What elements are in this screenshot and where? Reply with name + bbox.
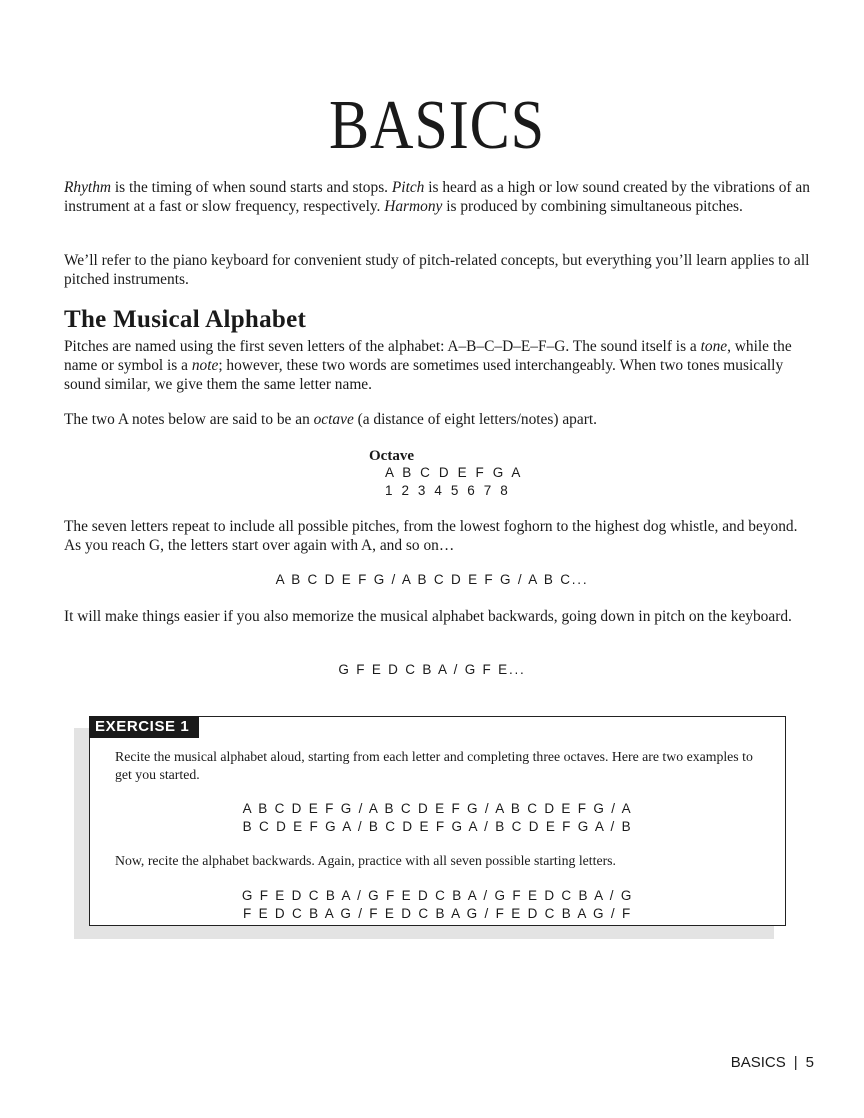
exercise-backward-line-1: G F E D C B A / G F E D C B A / G F E D C B A / G (241, 888, 634, 903)
intro-text: is produced by combining simultaneous pitches. (442, 198, 743, 215)
exercise-paragraph-1: Recite the musical alphabet aloud, starting from each letter and completing three octaves. Here are two examples to get you started. (115, 749, 753, 782)
intro-text: is the timing of when sound starts and stops. (111, 179, 392, 196)
page-title: BASICS (329, 87, 545, 164)
term-note: note (191, 357, 219, 374)
term-tone: tone (700, 338, 728, 355)
alphabet-backward-sequence: G F E D C B A / G F E... (338, 662, 526, 677)
intro-text: is heard as a high or low sound created by the vibrations of an instrument at a fast or slow frequency, respectively. (64, 179, 810, 215)
term-pitch: Pitch (391, 179, 425, 196)
section-text: , while the name or symbol is a (64, 338, 792, 374)
page-footer (731, 1053, 814, 1073)
section-text: (a distance of eight letters/notes) apart. (353, 411, 597, 428)
section-text: ; however, these two words are sometimes used interchangeably. When two tones musically sound similar, we give them the same letter name. (64, 357, 784, 393)
intro-paragraph-1 (64, 178, 816, 216)
page-number: 5 (805, 1054, 814, 1071)
footer-separator: | (793, 1054, 798, 1071)
exercise-backward-line-2: F E D C B A G / F E D C B A G / F E D C B A G / F (242, 906, 633, 921)
section-paragraph-4: It will make things easier if you also memorize the musical alphabet backwards, going down in pitch on the keyboard. (64, 608, 792, 625)
term-rhythm: Rhythm (64, 179, 112, 196)
exercise-paragraph-2: Now, recite the alphabet backwards. Again, practice with all seven possible starting letters. (115, 853, 616, 868)
intro-paragraph-2: We’ll refer to the piano keyboard for convenient study of pitch-related concepts, but everything you’ll learn applies to all pitched instruments. (64, 252, 810, 288)
exercise-tag: EXERCISE 1 (89, 716, 199, 738)
section-heading: The Musical Alphabet (64, 306, 307, 333)
octave-letters: A B C D E F G A (385, 465, 524, 480)
exercise-forward-line-2: B C D E F G A / B C D E F G A / B C D E F G A / B (242, 819, 633, 834)
octave-numbers: 1 2 3 4 5 6 7 8 (385, 483, 511, 498)
footer-section: BASICS (730, 1054, 786, 1071)
section-paragraph-3: The seven letters repeat to include all possible pitches, from the lowest foghorn to the highest dog whistle, and beyond. As you reach G, the letters start over again with A, and so on… (64, 518, 798, 554)
section-paragraph-1 (64, 337, 816, 394)
section-text: Pitches are named using the first seven letters of the alphabet: A–B–C–D–E–F–G. The sound itself is a (64, 338, 701, 355)
term-octave: octave (313, 411, 354, 428)
term-harmony: Harmony (384, 198, 443, 215)
octave-label: Octave (369, 448, 414, 464)
section-text: The two A notes below are said to be an (64, 411, 314, 428)
alphabet-forward-sequence: A B C D E F G / A B C D E F G / A B C... (275, 572, 589, 587)
exercise-forward-line-1: A B C D E F G / A B C D E F G / A B C D E F G / A (242, 801, 633, 816)
section-paragraph-2 (64, 410, 816, 429)
